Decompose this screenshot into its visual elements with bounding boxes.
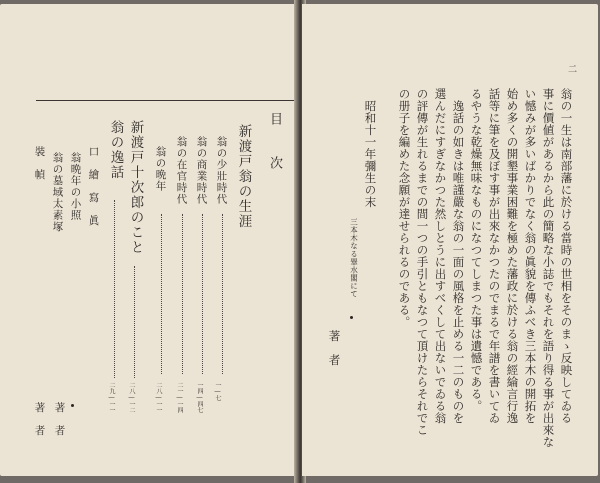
plates-heading: 口 繪 寫 眞 — [87, 146, 100, 227]
marker-dot — [350, 316, 353, 319]
right-page-preface — [302, 4, 598, 476]
section-heading-life: 新渡戸翁の生涯 — [235, 124, 252, 229]
leader-dots — [161, 214, 163, 374]
preface-date: 昭和十一年彌生の末 — [363, 100, 378, 208]
preface-line: 始め多くの開墾事業困難を極めた藩政に於ける翁の經綸言行逸 — [505, 88, 520, 424]
plate-portrait: 翁晩年の小照 — [69, 152, 82, 221]
toc-page-commerce: 一四―四七 — [196, 382, 203, 413]
toc-page-anecdotes: 二九―一一 — [108, 382, 115, 413]
plate-credit: 著 者 — [53, 402, 66, 437]
marker-dot — [71, 404, 74, 407]
section-heading-jujiro: 新渡戸十次郎のこと — [127, 120, 144, 255]
section-heading-anecdotes: 翁の逸話 — [107, 120, 124, 180]
left-page-contents — [0, 4, 298, 476]
preface-line: 話等に筆を及ぼす事が出來なかつたのでまるで年譜を書いてゐ — [487, 88, 502, 424]
preface-line: 選んだにすぎなかつた然しとうに出すべくして出ないでゐる翁 — [433, 88, 448, 424]
plate-tomb: 翁の墓域太素塚 — [51, 152, 64, 233]
page-number: 二 — [568, 65, 578, 75]
preface-line: い憾みが多いばかりでなく翁の眞貌を傳ふべき三本木の開拓を — [523, 88, 538, 424]
leader-dots — [202, 214, 204, 374]
leader-dots — [182, 214, 184, 374]
toc-item-office: 翁の在官時代 — [175, 136, 188, 205]
binding-credit: 著 者 — [33, 402, 46, 437]
preface-author: 著 者 — [327, 330, 342, 366]
preface-line: るやうな乾燥無味なものになつてしまつた事は遺憾である。 — [469, 88, 484, 412]
toc-item-youth: 翁の少壯時代 — [215, 136, 228, 205]
leader-dots — [134, 266, 136, 378]
toc-page-office: 二一―一四 — [176, 382, 183, 413]
preface-line: 逸話の如きは唯謹嚴な翁の一面の風格を止める一二のものを — [451, 100, 466, 424]
toc-page-lateyears: 二八―一一 — [155, 382, 162, 413]
preface-place: 三本木なる畢水閣にて — [349, 218, 359, 298]
toc-page-youth: 一―七 — [214, 382, 221, 401]
contents-title: 目 次 — [267, 112, 282, 178]
binding-heading: 裝 幀 — [33, 146, 46, 181]
preface-line: 事に價値があるから此の簡略な小誌でもそれを語り得る事が出來な — [541, 88, 556, 448]
leader-dots — [222, 214, 224, 374]
preface-line: 翁の一生は南部藩に於ける當時の世相をそのまゝ反映してゐる — [559, 88, 574, 424]
toc-item-lateyears: 翁の晩年 — [154, 146, 167, 192]
preface-line: の評傳が生れるまでの間一つの手引ともなつて頂けたらそれでこ — [415, 88, 430, 436]
header-rule — [36, 100, 298, 101]
leader-dots — [114, 200, 116, 378]
toc-page-jujiro: 二八―一二 — [128, 382, 135, 413]
preface-line: の册子を編めた念願が達せられるのである。 — [397, 88, 412, 328]
toc-item-commerce: 翁の商業時代 — [195, 136, 208, 205]
